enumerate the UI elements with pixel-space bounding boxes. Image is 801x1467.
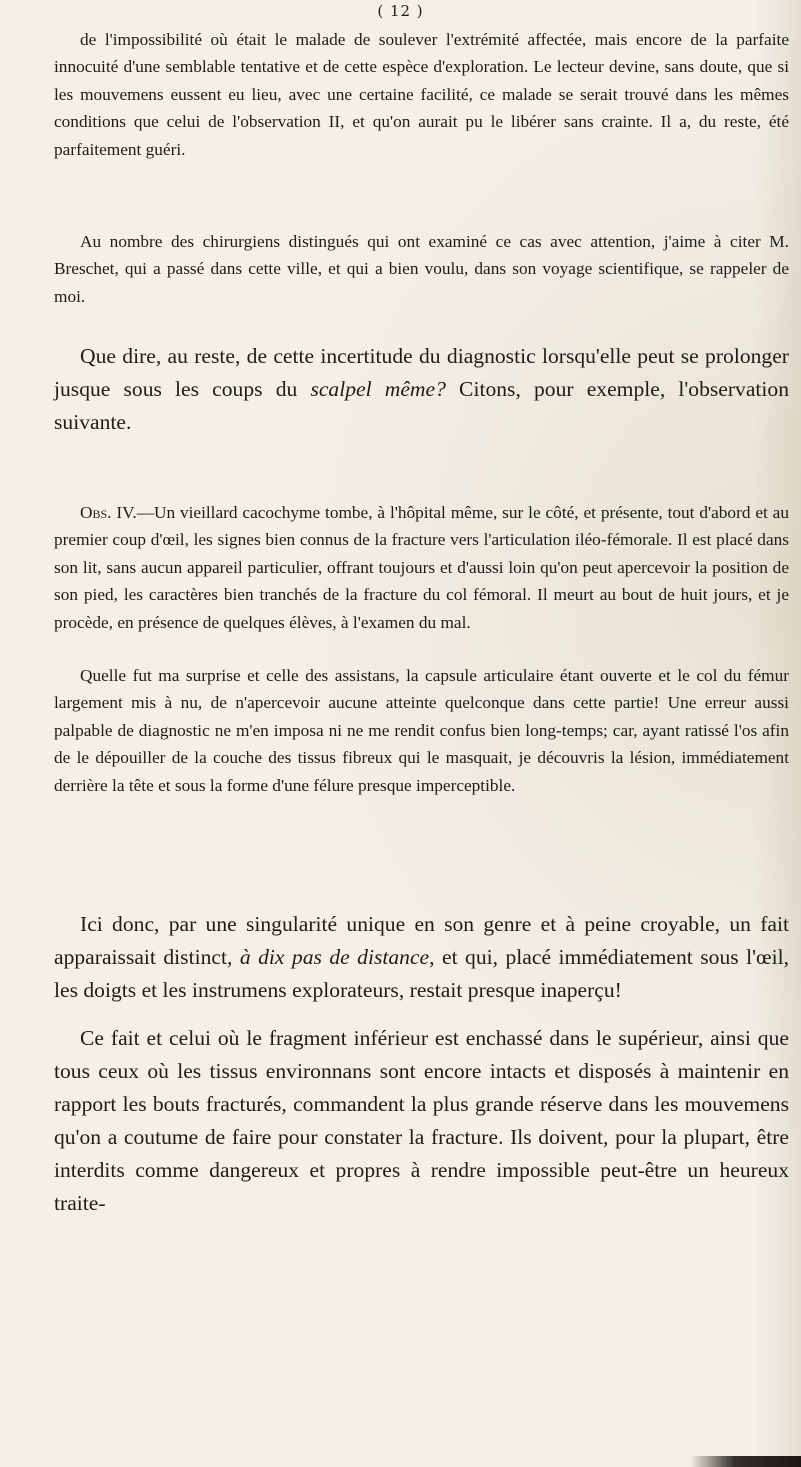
paragraph-continuation xyxy=(54,26,789,163)
observation-label: Obs. IV. xyxy=(80,503,137,522)
paragraph-text: Citons, pour exemple, l'observation suivante. xyxy=(54,377,790,434)
paragraph-text: Ici donc, par une singularité unique en son genre et à peine croyable, un fait apparaissait distinct, xyxy=(54,912,789,969)
scan-edge-mark xyxy=(690,1456,801,1467)
paragraph-reserve xyxy=(54,1022,789,1220)
emphasis-text: à dix pas de distance xyxy=(239,945,430,969)
paragraph-text: Que dire, au reste, de cette incertitude du diagnostic lorsqu'elle peut se prolonger jusque sous les coups du xyxy=(54,344,789,401)
observation-iv xyxy=(54,499,789,636)
page-number: ( 12 ) xyxy=(377,2,424,20)
paragraph-text: de l'impossibilité où était le malade de soulever l'extrémité affectée, mais encore de la parfaite innocuité d'une semblable tentative et de cette espèce d'exploration. Le lecteur devine, sans doute, que si les mouvemens eussent eu lieu, avec une certaine facilité, ce malade se serait trouvé dans les mêmes conditions que celui de l'observation II, et qu'on aurait pu le libérer sans crainte. Il a, du reste, été parfaitement guéri. xyxy=(54,30,789,159)
paragraph-text: Au nombre des chirurgiens distingués qui ont examiné ce cas avec attention, j'aime à citer M. Breschet, qui a passé dans cette ville, et qui a bien voulu, dans son voyage scientifique, se rappeler de moi. xyxy=(54,232,789,306)
paragraph-breschet xyxy=(54,228,789,310)
paragraph-diagnostic-question xyxy=(54,340,789,439)
paragraph-text: Ce fait et celui où le fragment inférieur est enchassé dans le supérieur, ainsi que tous ceux où les tissus environnans sont encore intacts et disposés à maintenir en rapport les bouts fracturés, commandent la plus grande réserve dans les mouvemens qu'on a coutume de faire pour constater la fracture. Ils doivent, pour la plupart, être interdits comme dangereux et propres à rendre impossible peut-être un heureux traite- xyxy=(54,1026,789,1215)
paragraph-text: , et qui, placé immédiatement sous l'œil, les doigts et les instrumens explorateurs, restait presque inaperçu! xyxy=(54,945,789,1002)
paragraph-singularity xyxy=(54,908,789,1007)
emphasis-text: scalpel même? xyxy=(310,377,446,401)
paragraph-text: Quelle fut ma surprise et celle des assistans, la capsule articulaire étant ouverte et le col du fémur largement mis à nu, de n'apercevoir aucune atteinte quelconque dans cette partie! Une erreur aussi palpable de diagnostic ne m'en imposa ni ne me rendit confus bien long-temps; car, ayant ratissé l'os afin de le dépouiller de la couche des tissus fibreux qui le masquait, je découvris la lésion, immédiatement derrière la tête et sous la forme d'une félure presque imperceptible. xyxy=(54,666,789,795)
paragraph-text: —Un vieillard cacochyme tombe, à l'hôpital même, sur le côté, et présente, tout d'abord et au premier coup d'œil, les signes bien connus de la fracture vers l'articulation iléo-fémorale. Il est placé dans son lit, sans aucun appareil particulier, offrant toujours et d'aussi loin qu'on peut apercevoir la position de son pied, les caractères bien tranchés de la fracture du col fémoral. Il meurt au bout de huit jours, et je procède, en présence de quelques élèves, à l'examen du mal. xyxy=(54,503,789,632)
paragraph-surprise xyxy=(54,662,789,799)
